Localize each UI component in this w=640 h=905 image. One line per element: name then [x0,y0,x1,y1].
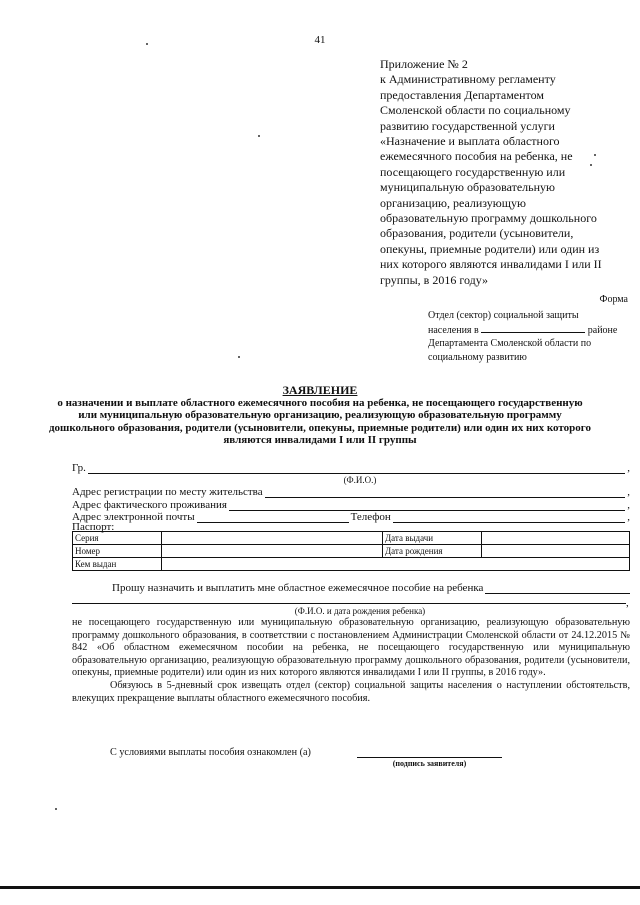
conditions-row [72,747,630,758]
request-row [112,582,630,594]
appendix-line: них которого являются инвалидами I или II [380,257,602,272]
line-end-comma: , [627,486,630,498]
gr-label: Гр. [72,462,86,474]
line-end-comma: , [627,462,630,474]
table-row [73,545,630,558]
scan-speck [238,356,240,358]
line-end-comma: , [627,511,630,523]
application-title [0,384,640,447]
dept-line-3: Департамента Смоленской области по [428,338,592,349]
email-label: Адрес электронной почты [72,511,195,523]
scan-speck [590,164,592,166]
appendix-line: образования, родители (усыновители, [380,226,574,241]
appendix-line: опекуны, приемные родители) или один из [380,241,600,256]
birth-date-value-cell[interactable] [482,545,630,558]
conditions-text: С условиями выплаты пособия ознакомлен (а) [110,747,311,758]
dept-line-2-suffix: районе [587,324,618,336]
child-name-blank[interactable] [485,585,630,594]
appendix-line: ежемесячного пособия на ребенка, не [380,149,573,164]
signature-label: (подпись заявителя) [392,759,467,768]
appendix-line: предоставления Департаментом [380,87,544,102]
title-line: являются инвалидами I или II группы [223,434,417,447]
appendix-line: к Административному регламенту [380,72,556,87]
phone-label: Телефон [350,511,391,523]
actual-address-label: Адрес фактического проживания [72,499,227,511]
table-row [73,558,630,571]
body-paragraph: не посещающего государственную или муниципальную образовательную организацию, реализующую образовательную программу дошкольного образования, в соответствии с постановлением Администрации Смоленской области от 24.12.2015 № 842 «Об областном ежемесячном пособии на ребенка, не посещающего государственную или муниципальную образовательную организацию, реализующую образовательную программу дошкольного образования, родители (усыновители, опекуны, приемные родители) или один из них которого являются инвалидами I или II группы, в 2016 году». [72,617,630,679]
district-blank[interactable] [481,323,585,333]
issued-by-value-cell[interactable] [162,558,630,571]
appendix-line: образовательную программу дошкольного [380,211,597,226]
scan-bottom-border [0,886,640,889]
title-line: дошкольного образования, родители (усыновители, опекуны, приемные родители) или один их них которого [48,421,592,434]
title-line: о назначении и выплате областного ежемесячного пособия на ребенка, не посещающего государственную [57,396,583,409]
series-label: Серия [73,532,162,545]
scan-speck [594,154,596,156]
birth-date-label: Дата рождения [383,545,482,558]
page-number: 41 [314,34,326,46]
signature-line[interactable] [357,757,502,758]
table-row [73,532,630,545]
appendix-line: муниципальную образовательную [380,180,556,195]
registration-address-label: Адрес регистрации по месту жительства [72,486,263,498]
registration-address-row [72,486,630,498]
appendix-line: развитию государственной услуги [380,118,555,133]
appendix-line: посещающего государственную или [380,164,566,179]
dept-line-4: социальному развитию [428,351,527,363]
obligation-paragraph: Обязуюсь в 5-дневный срок извещать отдел (сектор) социальной защиты населения о наступлении обстоятельств, влекущих прекращение выплаты областного ежемесячного пособия. [72,679,630,704]
issue-date-value-cell[interactable] [482,532,630,545]
actual-address-row [72,499,630,511]
applicant-name-row [72,462,630,474]
series-value-cell[interactable] [162,532,383,545]
applicant-name-blank[interactable] [88,465,625,474]
department-block [428,309,633,364]
title-line: или муниципальную образовательную организацию, реализующую образовательную программу [78,409,562,422]
line-end-comma: , [626,597,629,609]
appendix-line: «Назначение и выплата областного [380,134,560,149]
passport-table [72,531,630,571]
number-label: Номер [73,545,162,558]
application-body [72,617,630,705]
fio-label: (Ф.И.О.) [343,475,377,485]
dept-line-2-prefix: населения в [428,324,479,336]
actual-address-blank[interactable] [229,502,625,511]
title-heading: ЗАЯВЛЕНИЕ [282,383,358,397]
number-value-cell[interactable] [162,545,383,558]
passport-label: Паспорт: [72,521,115,533]
issued-by-label: Кем выдан [73,558,162,571]
scan-speck [146,43,148,45]
appendix-header [380,57,630,288]
appendix-line: организацию, реализующую [380,195,526,210]
appendix-line: Смоленской области по социальному [380,103,571,118]
line-end-comma: , [627,499,630,511]
registration-address-blank[interactable] [265,489,626,498]
scan-speck [55,808,57,810]
child-name-line-2[interactable] [72,603,626,604]
child-label: (Ф.И.О. и дата рождения ребенка) [294,606,426,616]
appendix-line: группы, в 2016 году» [380,272,489,287]
dept-line-2 [428,323,633,338]
appendix-line: Приложение № 2 [380,57,468,71]
scan-speck [258,135,260,137]
issue-date-label: Дата выдачи [383,532,482,545]
dept-line-1: Отдел (сектор) социальной защиты [428,310,579,321]
request-text: Прошу назначить и выплатить мне областное ежемесячное пособие на ребенка [112,582,484,594]
form-label: Форма [599,294,628,305]
